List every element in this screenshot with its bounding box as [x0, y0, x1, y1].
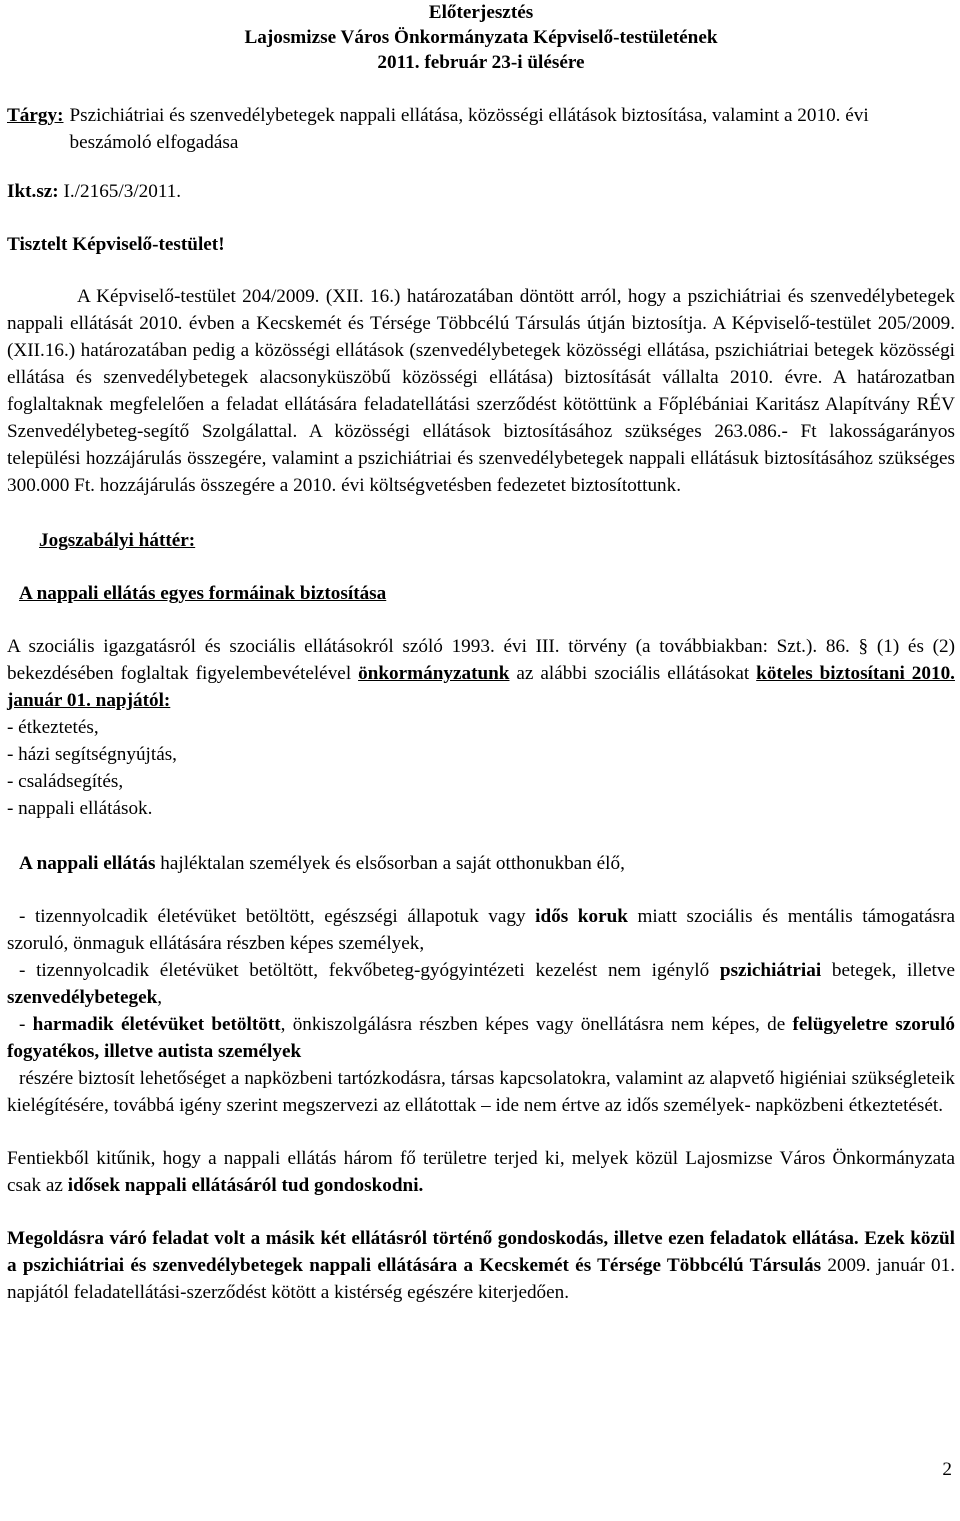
file-number — [7, 178, 955, 205]
dash-3-bold-2: felügyeletre szoruló fogyatékos, illetve autista személyek — [7, 1014, 955, 1062]
law-paragraph — [7, 633, 955, 714]
greeting: Tisztelt Képviselő-testület! — [7, 234, 225, 255]
nappali-text: hajléktalan személyek és elsősorban a saját otthonukban élő, — [155, 853, 625, 874]
header-date: 2011. február 23-i ülésére — [377, 52, 585, 73]
subject-text: Pszichiátriai és szenvedélybetegek nappali ellátása, közösségi ellátások biztosítása, valamint a 2010. évi beszámoló elfogadása — [69, 105, 869, 153]
intro-paragraph: A Képviselő-testület 204/2009. (XII. 16.) határozatában döntött arról, hogy a pszichiátriai és szenvedélybetegek nappali ellátását 2010. évben a Kecskemét és Térsége Többcélú Társulás útján biztosítja. A Képviselő-testület 205/2009. (XII.16.) határozatában pedig a közösségi ellátások (szenvedélybetegek közösségi ellátása, pszichiátriai betegek közösségi ellátása és szenvedélybetegek alacsonyküszöbű közösségi ellátása) biztosítását vállalta 2010. évre. A határozatban foglaltaknak megfelelően a feladat ellátására feladatellátási szerződést kötöttünk a Főplébániai Karitász Alapítvány RÉV Szenvedélybeteg-segítő Szolgálattal. A közösségi ellátások biztosításához szükséges 263.086.- Ft lakosságarányos települési hozzájárulás összegére, valamint a pszichiátriai és szenvedélybetegek nappali ellátásuk biztosításához szükséges 300.000 Ft. hozzájárulás összegére a 2010. évi költségvetésben fedezetet biztosítottunk. — [7, 286, 955, 496]
file-number-label: Ikt.sz: — [7, 181, 59, 202]
dash-1-bold: idős koruk — [535, 906, 628, 927]
dash-2-bold-2: szenvedélybetegek — [7, 987, 158, 1008]
list-item: - étkeztetés, — [7, 717, 99, 738]
nappali-bold: A nappali ellátás — [19, 853, 156, 874]
dash-2-mid: betegek, illetve — [821, 960, 955, 981]
list-item: - házi segítségnyújtás, — [7, 744, 177, 765]
dash-item-3 — [7, 1011, 955, 1065]
dash-1-rest: miatt szociális és mentális támogatásra szoruló, önmaguk ellátására részben képes személyek, — [7, 906, 955, 954]
dash-3-bold: harmadik életévüket betöltött — [32, 1014, 281, 1035]
header-title: Előterjesztés — [428, 2, 534, 23]
list-item: - családsegítés, — [7, 771, 124, 792]
law-bold-2: köteles biztosítani 2010. január 01. napjától: — [7, 663, 955, 711]
law-text-1: A szociális igazgatásról és szociális ellátásokról szóló 1993. évi III. törvény (a továbbiakban: Szt.). 86. § (1) és (2) bekezdésében foglaltak figyelembevételével — [7, 636, 955, 684]
conclusion-bold: idősek nappali ellátásáról tud gondoskodni. — [67, 1175, 424, 1196]
page-number: 2 — [942, 1459, 952, 1480]
nappali-paragraph — [19, 850, 955, 877]
dash-3-dash: - — [19, 1014, 33, 1035]
dash-item-2 — [7, 957, 955, 1011]
law-text-2: az alábbi szociális ellátásokat — [509, 663, 757, 684]
dash-block — [7, 903, 955, 1119]
document-header — [7, 0, 955, 75]
final-text: 2009. január 01. napjától feladatellátási-szerződést kötött a kistérség egészére kiterjedően. — [7, 1255, 955, 1303]
list-item: - nappali ellátások. — [7, 798, 153, 819]
subject-label: Tárgy: — [7, 105, 64, 126]
file-number-value: I./2165/3/2011. — [63, 181, 182, 202]
dash-2-bold: pszichiátriai — [719, 960, 822, 981]
dash-item-1 — [7, 903, 955, 957]
subject-block — [7, 102, 955, 156]
conclusion-text: Fentiekből kitűnik, hogy a nappali ellátás három fő területre terjed ki, melyek közül Lajosmizse Város Önkormányzata csak az — [7, 1148, 955, 1196]
header-body: Lajosmizse Város Önkormányzata Képviselő-testületének — [244, 27, 718, 48]
dash-2-end: , — [157, 987, 163, 1008]
final-paragraph — [7, 1225, 955, 1306]
law-bold-1: önkormányzatunk — [358, 663, 510, 684]
service-list — [7, 714, 955, 822]
dash-3-text: , önkiszolgálásra részben képes vagy önellátásra nem képes, de — [280, 1014, 793, 1035]
section-title: Jogszabályi háttér: — [39, 530, 196, 551]
dash-item-4: részére biztosít lehetőséget a napközbeni tartózkodásra, társas kapcsolatokra, valamint az alapvető higiéniai szükségleteik kielégítésére, továbbá igény szerint megszervezi az ellátottak – ide nem értve az idős személyek- napközbeni étkeztetését. — [7, 1068, 955, 1116]
sub-title: A nappali ellátás egyes formáinak biztosítása — [19, 583, 387, 604]
conclusion-paragraph — [7, 1145, 955, 1199]
final-bold: Megoldásra váró feladat volt a másik két ellátásról történő gondoskodás, illetve ezen feladatok ellátása. Ezek közül a pszichiátriai és szenvedélybetegek nappali ellátására a Kecskemét és Térsége Többcélú Társulás — [7, 1228, 955, 1276]
dash-1-text: - tizennyolcadik életévüket betöltött, egészségi állapotuk vagy — [19, 906, 536, 927]
dash-2-text: - tizennyolcadik életévüket betöltött, fekvőbeteg-gyógyintézeti kezelést nem igénylő — [19, 960, 720, 981]
